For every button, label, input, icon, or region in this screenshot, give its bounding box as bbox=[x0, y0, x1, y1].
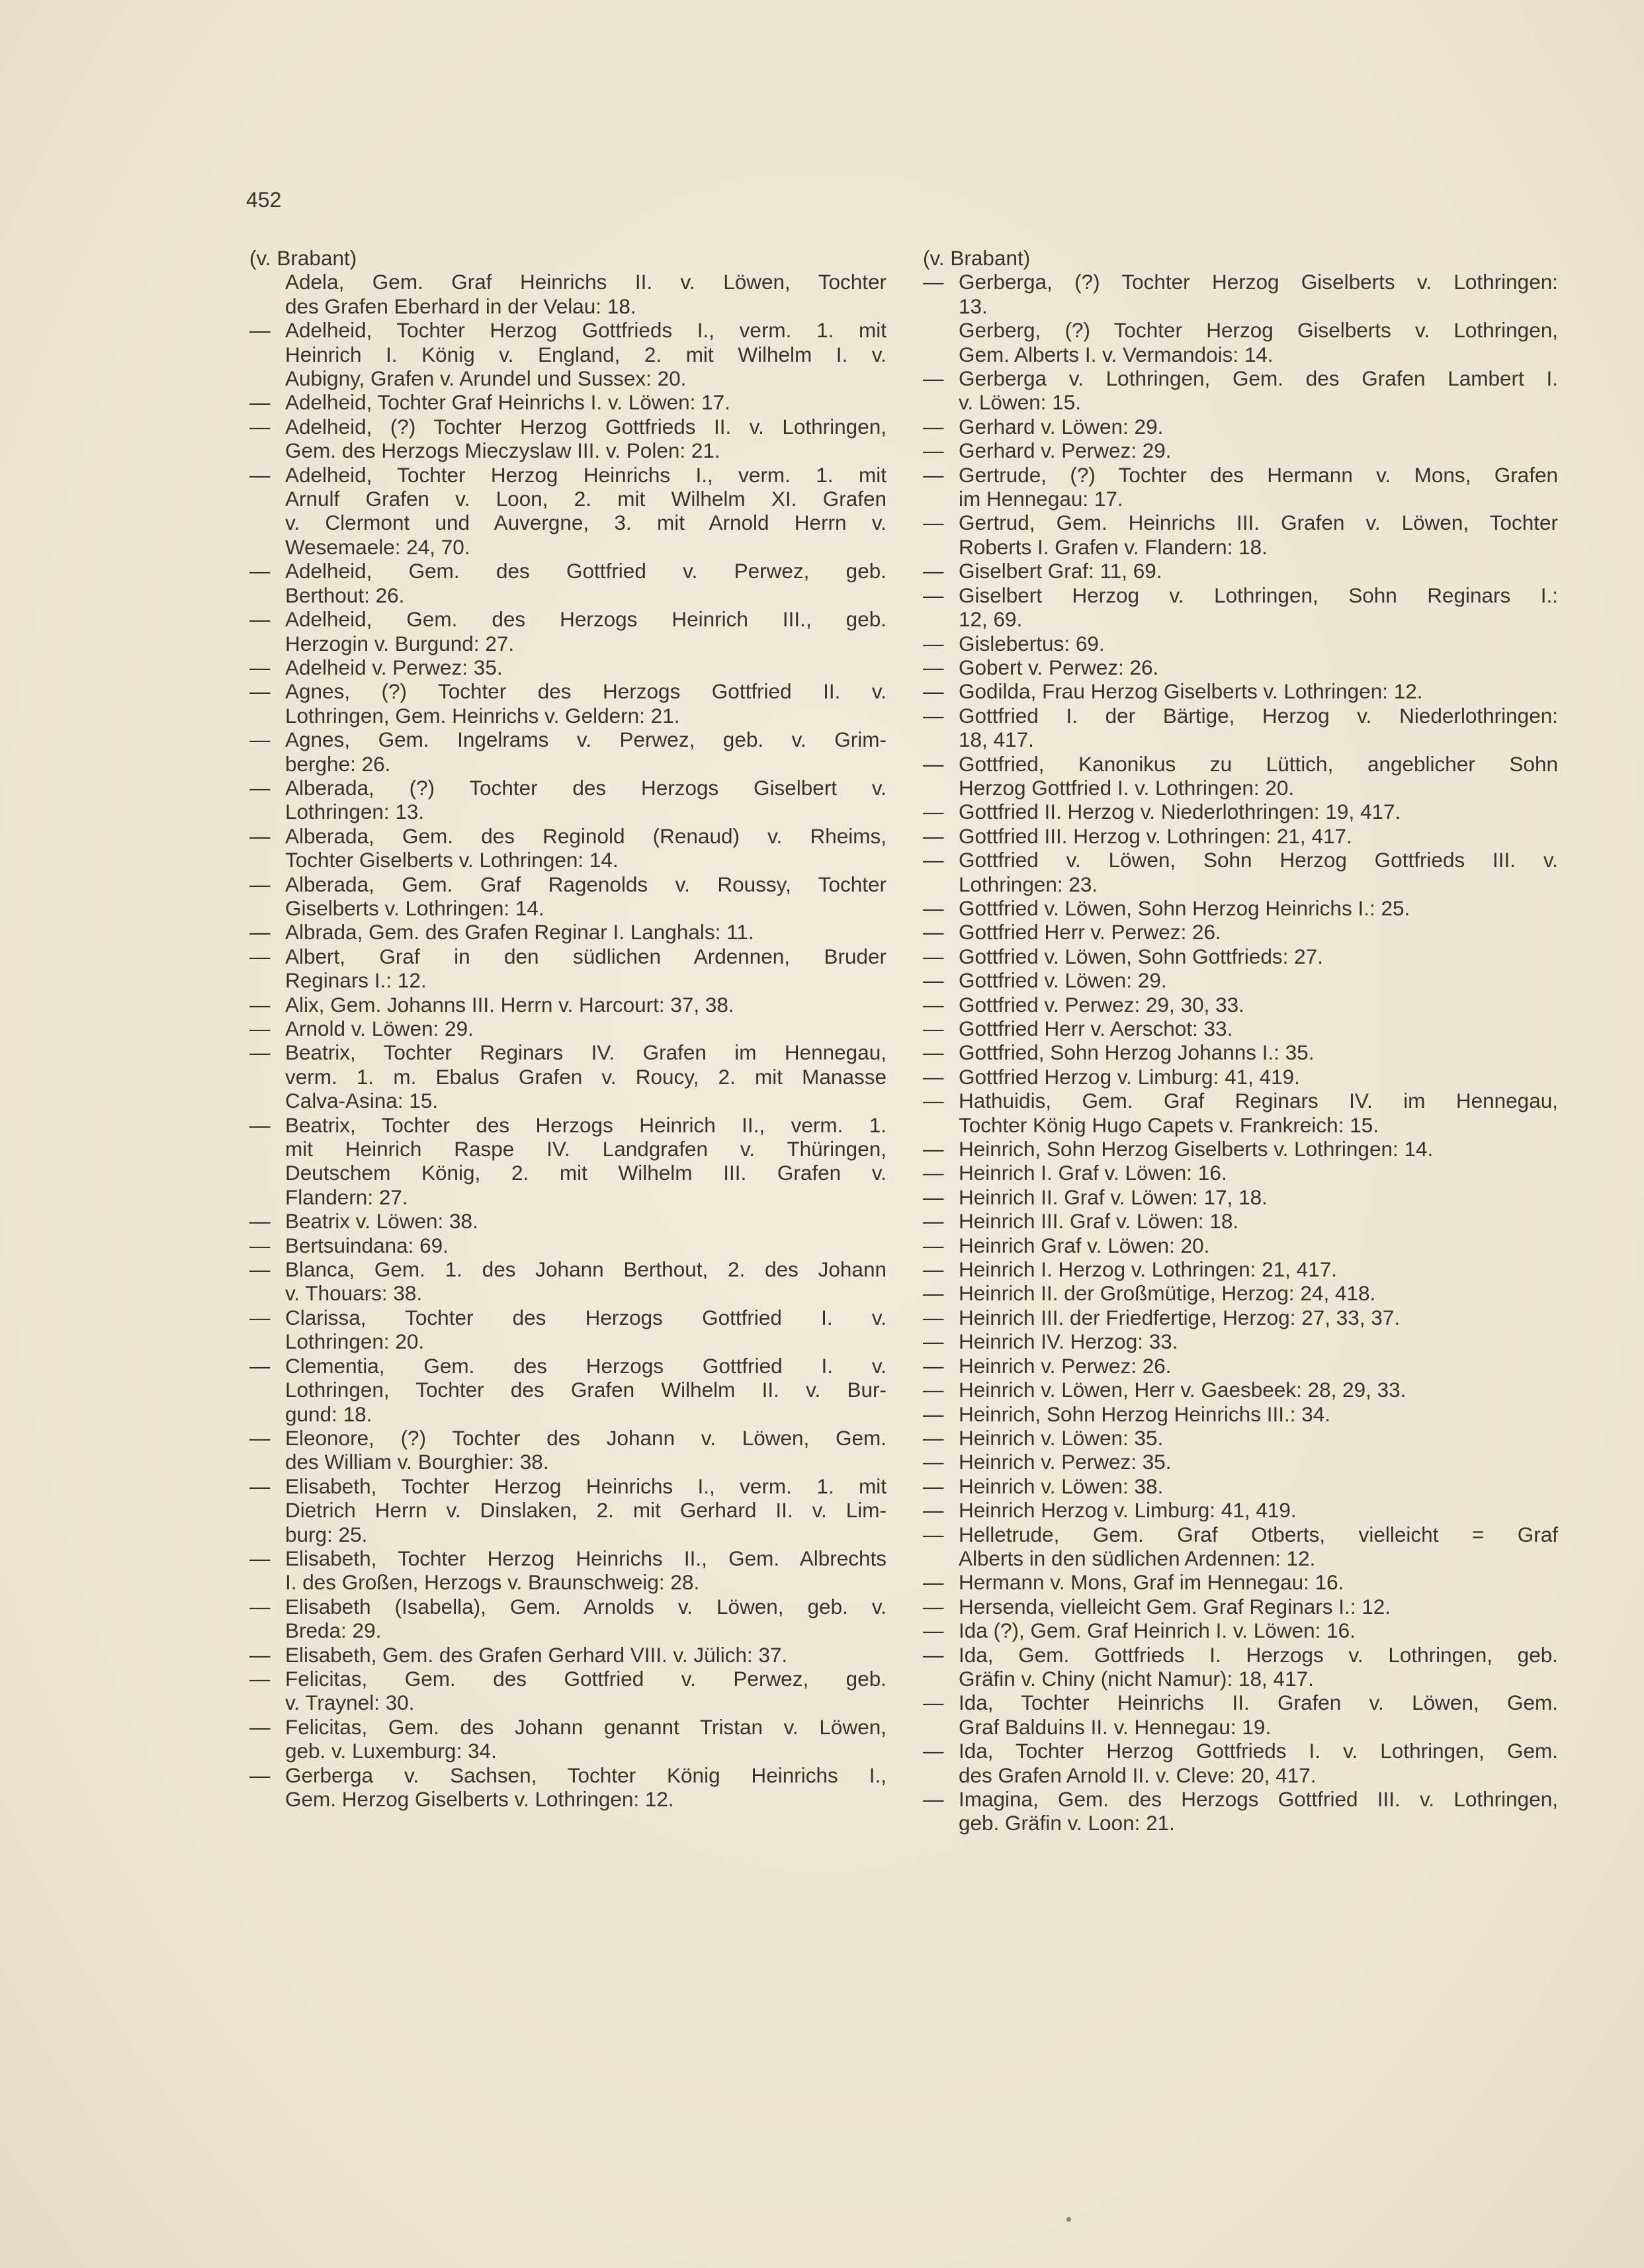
entry-line: Herzogin v. Burgund: 27. bbox=[285, 631, 515, 655]
entry-dash: — bbox=[923, 751, 944, 776]
entry-line: Imagina, Gem. des Herzogs Gottfried III. v. Lothringen, bbox=[959, 1787, 1558, 1811]
entry-line: Flandern: 27. bbox=[285, 1185, 408, 1209]
entry-line: Giselbert Herzog v. Lothringen, Sohn Reginars I.: bbox=[959, 583, 1558, 607]
entry-line: Adelheid, (?) Tochter Herzog Gottfrieds II. v. Lothringen, bbox=[285, 414, 887, 439]
entry-dash: — bbox=[249, 1353, 271, 1378]
entry-line: Beatrix, Tochter Reginars IV. Grafen im Hennegau, bbox=[285, 1040, 887, 1065]
index-entry bbox=[923, 1523, 1558, 1571]
entry-line: Heinrich v. Löwen: 38. bbox=[959, 1474, 1164, 1498]
index-entry bbox=[923, 1065, 1558, 1089]
index-entry bbox=[249, 1763, 887, 1812]
entry-line: Alberada, Gem. des Reginold (Renaud) v. Rheims, bbox=[285, 823, 887, 848]
entry-line: Adela, Gem. Graf Heinrichs II. v. Löwen, Tochter bbox=[285, 270, 887, 294]
index-entry bbox=[249, 993, 887, 1017]
entry-line: Heinrich I. Graf v. Löwen: 16. bbox=[959, 1161, 1227, 1185]
entry-line: Gem. Alberts I. v. Vermandois: 14. bbox=[959, 342, 1274, 366]
entry-line: Elisabeth, Gem. des Grafen Gerhard VIII. v. Jülich: 37. bbox=[285, 1642, 788, 1667]
entry-line: Ida, Tochter Herzog Gottfrieds I. v. Lothringen, Gem. bbox=[959, 1739, 1558, 1763]
entry-dash: — bbox=[923, 1353, 944, 1378]
index-entry bbox=[249, 415, 887, 463]
entry-dash: — bbox=[249, 1209, 271, 1234]
entry-dash: — bbox=[923, 511, 944, 535]
entry-line: Felicitas, Gem. des Johann genannt Tristan v. Löwen, bbox=[285, 1714, 887, 1739]
entry-dash: — bbox=[249, 992, 271, 1017]
entry-line: Gottfried, Sohn Herzog Johanns I.: 35. bbox=[959, 1040, 1315, 1065]
entry-line: Gerhard v. Löwen: 29. bbox=[959, 414, 1164, 439]
entry-line: Alix, Gem. Johanns III. Herrn v. Harcourt: 37, 38. bbox=[285, 992, 734, 1017]
entry-line: mit Heinrich Raspe IV. Landgrafen v. Thüringen, bbox=[285, 1137, 887, 1161]
entry-dash: — bbox=[923, 703, 944, 728]
index-entry bbox=[249, 679, 887, 728]
index-entry bbox=[249, 1643, 887, 1667]
entry-dash: — bbox=[923, 944, 944, 968]
index-entry bbox=[923, 583, 1558, 632]
index-entry bbox=[923, 1643, 1558, 1691]
column-heading: (v. Brabant) bbox=[923, 246, 1031, 270]
entry-line: Gottfried Herr v. Aerschot: 33. bbox=[959, 1017, 1233, 1040]
entry-line: Lothringen, Gem. Heinrichs v. Geldern: 21. bbox=[285, 703, 680, 728]
entry-line: Tochter Giselberts v. Lothringen: 14. bbox=[285, 848, 619, 872]
entry-line: Gottfried Herr v. Perwez: 26. bbox=[959, 920, 1221, 945]
entry-line: Heinrich I. Herzog v. Lothringen: 21, 417. bbox=[959, 1257, 1337, 1282]
index-entry bbox=[249, 945, 887, 993]
entry-line: Elisabeth (Isabella), Gem. Arnolds v. Löwen, geb. v. bbox=[285, 1594, 887, 1618]
entry-line: Alberada, Gem. Graf Ragenolds v. Roussy, Tochter bbox=[285, 872, 887, 896]
entry-line: Gottfried Herzog v. Limburg: 41, 419. bbox=[959, 1064, 1300, 1089]
entry-line: Gräfin v. Chiny (nicht Namur): 18, 417. bbox=[959, 1666, 1314, 1691]
entry-dash: — bbox=[923, 1474, 944, 1498]
entry-line: Heinrich I. König v. England, 2. mit Wilhelm I. v. bbox=[285, 342, 887, 366]
entry-line: Alberada, (?) Tochter des Herzogs Giselbert v. bbox=[285, 775, 887, 800]
entry-line: Elisabeth, Tochter Herzog Heinrichs II., Gem. Albrechts bbox=[285, 1546, 887, 1570]
entry-dash: — bbox=[249, 1666, 271, 1691]
entry-dash: — bbox=[923, 655, 944, 679]
index-entry bbox=[923, 968, 1558, 992]
entry-line: Heinrich v. Perwez: 35. bbox=[959, 1450, 1172, 1474]
entry-line: Gottfried v. Löwen, Sohn Gottfrieds: 27. bbox=[959, 944, 1323, 968]
index-entry bbox=[249, 1595, 887, 1643]
entry-dash: — bbox=[923, 366, 944, 391]
index-entry bbox=[249, 1209, 887, 1233]
entry-line: Hersenda, vielleicht Gem. Graf Reginars I.: 12. bbox=[959, 1594, 1391, 1618]
entry-dash: — bbox=[923, 1233, 944, 1257]
entry-dash: — bbox=[249, 414, 271, 439]
entry-dash: — bbox=[923, 1618, 944, 1643]
column-heading: (v. Brabant) bbox=[249, 246, 357, 270]
entry-line: Graf Balduins II. v. Hennegau: 19. bbox=[959, 1714, 1272, 1739]
entry-dash: — bbox=[923, 462, 944, 487]
entry-line: Ida, Tochter Heinrichs II. Grafen v. Löwen, Gem. bbox=[959, 1691, 1558, 1715]
entry-dash: — bbox=[249, 1257, 271, 1282]
entry-dash: — bbox=[249, 655, 271, 679]
index-entry bbox=[923, 1089, 1558, 1137]
index-entry bbox=[249, 1306, 887, 1354]
entry-line: Blanca, Gem. 1. des Johann Berthout, 2. des Johann bbox=[285, 1257, 887, 1282]
entry-line: Hermann v. Mons, Graf im Hennegau: 16. bbox=[959, 1570, 1344, 1595]
entry-dash: — bbox=[249, 920, 271, 945]
entry-dash: — bbox=[923, 583, 944, 607]
index-entry bbox=[249, 463, 887, 560]
entry-line: Clarissa, Tochter des Herzogs Gottfried I. v. bbox=[285, 1305, 887, 1329]
entry-line: Heinrich III. der Friedfertige, Herzog: 27, 33, 37. bbox=[959, 1305, 1401, 1329]
entry-line: Roberts I. Grafen v. Flandern: 18. bbox=[959, 534, 1268, 559]
entry-line: 18, 417. bbox=[959, 728, 1034, 752]
entry-line: Albrada, Gem. des Grafen Reginar I. Langhals: 11. bbox=[285, 920, 754, 945]
index-entry bbox=[923, 1402, 1558, 1426]
entry-dash: — bbox=[923, 1089, 944, 1113]
entry-line: Reginars I.: 12. bbox=[285, 968, 427, 993]
entry-dash: — bbox=[923, 1017, 944, 1040]
entry-dash: — bbox=[249, 1233, 271, 1257]
entry-dash: — bbox=[923, 631, 944, 655]
entry-line: Heinrich II. der Großmütige, Herzog: 24, 418. bbox=[959, 1281, 1376, 1306]
entry-line: Aubigny, Grafen v. Arundel und Sussex: 20. bbox=[285, 366, 687, 391]
entry-line: Arnulf Grafen v. Loon, 2. mit Wilhelm XI. Grafen bbox=[285, 487, 887, 511]
entry-line: Lothringen: 20. bbox=[285, 1329, 425, 1354]
index-entry bbox=[249, 1667, 887, 1715]
index-entry bbox=[923, 1595, 1558, 1618]
entry-line: Lothringen: 23. bbox=[959, 872, 1098, 896]
entry-line: Gem. des Herzogs Mieczyslaw III. v. Polen: 21. bbox=[285, 439, 720, 463]
entry-line: des Grafen Arnold II. v. Cleve: 20, 417. bbox=[959, 1763, 1317, 1787]
entry-dash: — bbox=[923, 1040, 944, 1065]
entry-dash: — bbox=[923, 1137, 944, 1161]
index-entry bbox=[249, 824, 887, 872]
entry-line: Lothringen: 13. bbox=[285, 800, 425, 824]
entry-line: Gottfried III. Herzog v. Lothringen: 21, 417. bbox=[959, 823, 1352, 848]
entry-line: des William v. Bourghier: 38. bbox=[285, 1450, 549, 1474]
entry-line: gund: 18. bbox=[285, 1402, 372, 1426]
entry-dash: — bbox=[249, 872, 271, 896]
entry-dash: — bbox=[249, 728, 271, 752]
entry-line: Heinrich Herzog v. Limburg: 41, 419. bbox=[959, 1498, 1297, 1523]
index-entry bbox=[923, 1498, 1558, 1522]
entry-dash: — bbox=[249, 944, 271, 968]
entry-dash: — bbox=[923, 920, 944, 945]
entry-line: Arnold v. Löwen: 29. bbox=[285, 1017, 474, 1040]
entry-line: Agnes, Gem. Ingelrams v. Perwez, geb. v. Grim- bbox=[285, 728, 887, 752]
index-entry bbox=[923, 824, 1558, 848]
entry-line: Heinrich II. Graf v. Löwen: 17, 18. bbox=[959, 1185, 1268, 1209]
entry-line: berghe: 26. bbox=[285, 751, 391, 776]
entry-dash: — bbox=[249, 823, 271, 848]
entry-line: Heinrich Graf v. Löwen: 20. bbox=[959, 1233, 1210, 1257]
entry-line: Wesemaele: 24, 70. bbox=[285, 534, 470, 559]
entry-line: Felicitas, Gem. des Gottfried v. Perwez, geb. bbox=[285, 1666, 887, 1691]
entry-line: Gertrude, (?) Tochter des Hermann v. Mons, Grafen bbox=[959, 462, 1558, 487]
entry-line: geb. v. Luxemburg: 34. bbox=[285, 1739, 497, 1763]
entry-line: Heinrich v. Löwen, Herr v. Gaesbeek: 28, 29, 33. bbox=[959, 1378, 1406, 1402]
index-entry bbox=[923, 559, 1558, 583]
index-entry bbox=[249, 1546, 887, 1595]
entry-line: Hathuidis, Gem. Graf Reginars IV. im Hennegau, bbox=[959, 1089, 1558, 1113]
index-entry bbox=[923, 366, 1558, 415]
entry-dash: — bbox=[249, 1305, 271, 1329]
index-entry bbox=[923, 1137, 1558, 1161]
entry-line: Bertsuindana: 69. bbox=[285, 1233, 449, 1257]
entry-line: Gottfried v. Löwen, Sohn Herzog Heinrichs I.: 25. bbox=[959, 896, 1410, 920]
entry-line: v. Clermont und Auvergne, 3. mit Arnold Herrn v. bbox=[285, 511, 887, 535]
entry-line: Godilda, Frau Herzog Giselberts v. Lothringen: 12. bbox=[959, 679, 1423, 704]
entry-line: Gottfried v. Perwez: 29, 30, 33. bbox=[959, 992, 1244, 1017]
page-number: 452 bbox=[246, 188, 282, 212]
index-entry bbox=[923, 439, 1558, 462]
entry-dash: — bbox=[249, 1594, 271, 1618]
index-entry bbox=[923, 1739, 1558, 1787]
entry-line: I. des Großen, Herzogs v. Braunschweig: 28. bbox=[285, 1570, 700, 1595]
index-entry bbox=[923, 1354, 1558, 1378]
entry-dash: — bbox=[923, 1691, 944, 1715]
entry-line: des Grafen Eberhard in der Velau: 18. bbox=[285, 294, 636, 318]
entry-dash: — bbox=[923, 1594, 944, 1618]
entry-dash: — bbox=[923, 848, 944, 872]
entry-line: Berthout: 26. bbox=[285, 583, 405, 607]
entry-dash: — bbox=[923, 1209, 944, 1234]
entry-line: Gerberga v. Sachsen, Tochter König Heinrichs I., bbox=[285, 1763, 887, 1787]
entry-line: Tochter König Hugo Capets v. Frankreich: 15. bbox=[959, 1113, 1379, 1137]
entry-line: Gerberga, (?) Tochter Herzog Giselberts v. Lothringen: bbox=[959, 270, 1558, 294]
entry-line: im Hennegau: 17. bbox=[959, 487, 1123, 511]
entry-line: Gislebertus: 69. bbox=[959, 631, 1105, 655]
index-entry bbox=[923, 511, 1558, 559]
index-entry bbox=[249, 318, 887, 390]
entry-line: v. Thouars: 38. bbox=[285, 1281, 423, 1306]
entry-dash: — bbox=[923, 439, 944, 463]
index-entry bbox=[923, 1329, 1558, 1353]
index-entry bbox=[923, 752, 1558, 800]
index-entry bbox=[923, 1570, 1558, 1594]
index-entry bbox=[923, 1209, 1558, 1233]
entry-dash: — bbox=[249, 1040, 271, 1065]
entry-dash: — bbox=[923, 1064, 944, 1089]
entry-dash: — bbox=[923, 823, 944, 848]
index-entry bbox=[249, 1354, 887, 1426]
entry-dash: — bbox=[923, 992, 944, 1017]
index-entry bbox=[923, 1306, 1558, 1329]
entry-dash: — bbox=[249, 1642, 271, 1667]
entry-dash: — bbox=[923, 1570, 944, 1595]
index-column-left bbox=[249, 246, 887, 1811]
index-entry bbox=[923, 270, 1558, 318]
entry-line: verm. 1. m. Ebalus Grafen v. Roucy, 2. mit Manasse bbox=[285, 1064, 887, 1089]
entry-dash: — bbox=[249, 1113, 271, 1137]
entry-line: Giselbert Graf: 11, 69. bbox=[959, 559, 1162, 583]
entry-line: Gerberg, (?) Tochter Herzog Giselberts v. Lothringen, bbox=[959, 318, 1558, 343]
index-entry bbox=[249, 1426, 887, 1474]
index-entry bbox=[923, 1450, 1558, 1474]
entry-dash: — bbox=[249, 1425, 271, 1450]
entry-line: Ida (?), Gem. Graf Heinrich I. v. Löwen: 16. bbox=[959, 1618, 1356, 1643]
index-entry bbox=[923, 318, 1558, 366]
entry-line: Gottfried, Kanonikus zu Lüttich, angeblicher Sohn bbox=[959, 751, 1558, 776]
entry-line: Heinrich III. Graf v. Löwen: 18. bbox=[959, 1209, 1239, 1234]
entry-line: Gerhard v. Perwez: 29. bbox=[959, 439, 1172, 463]
index-entry bbox=[923, 632, 1558, 655]
index-entry bbox=[923, 896, 1558, 920]
entry-dash: — bbox=[249, 775, 271, 800]
entry-line: burg: 25. bbox=[285, 1522, 368, 1546]
index-entry bbox=[923, 1691, 1558, 1739]
index-entry bbox=[249, 920, 887, 944]
index-entry bbox=[249, 728, 887, 776]
entry-dash: — bbox=[249, 679, 271, 704]
index-entry bbox=[923, 1161, 1558, 1185]
entry-dash: — bbox=[249, 462, 271, 487]
entry-line: Heinrich IV. Herzog: 33. bbox=[959, 1329, 1178, 1354]
index-entry bbox=[923, 1234, 1558, 1257]
index-entry bbox=[923, 1040, 1558, 1064]
entry-line: Lothringen, Tochter des Grafen Wilhelm II. v. Bur- bbox=[285, 1378, 887, 1402]
entry-line: v. Traynel: 30. bbox=[285, 1691, 415, 1715]
entry-dash: — bbox=[923, 679, 944, 704]
entry-line: geb. Gräfin v. Loon: 21. bbox=[959, 1811, 1175, 1835]
index-entry bbox=[249, 270, 887, 318]
entry-line: Adelheid, Gem. des Gottfried v. Perwez, geb. bbox=[285, 559, 887, 583]
entry-line: Gottfried v. Löwen: 29. bbox=[959, 968, 1167, 993]
entry-dash: — bbox=[923, 414, 944, 439]
entry-line: Heinrich, Sohn Herzog Giselberts v. Lothringen: 14. bbox=[959, 1137, 1434, 1161]
entry-dash: — bbox=[923, 1329, 944, 1354]
entry-line: Gobert v. Perwez: 26. bbox=[959, 655, 1159, 679]
index-entry bbox=[249, 1234, 887, 1257]
entry-dash: — bbox=[923, 1305, 944, 1329]
index-entry bbox=[923, 848, 1558, 896]
index-entry bbox=[923, 463, 1558, 511]
entry-line: Heinrich v. Perwez: 26. bbox=[959, 1353, 1172, 1378]
entry-dash: — bbox=[923, 270, 944, 294]
entry-line: Eleonore, (?) Tochter des Johann v. Löwen, Gem. bbox=[285, 1425, 887, 1450]
entry-line: Ida, Gem. Gottfrieds I. Herzogs v. Lothringen, geb. bbox=[959, 1642, 1558, 1667]
index-entry bbox=[923, 1378, 1558, 1402]
index-entry bbox=[249, 1017, 887, 1040]
index-entry bbox=[249, 872, 887, 921]
index-entry bbox=[249, 655, 887, 679]
index-entry bbox=[923, 1281, 1558, 1305]
entry-line: Heinrich, Sohn Herzog Heinrichs III.: 34. bbox=[959, 1402, 1331, 1426]
entry-line: Alberts in den südlichen Ardennen: 12. bbox=[959, 1546, 1316, 1570]
index-entry bbox=[923, 1618, 1558, 1642]
entry-line: Gottfried II. Herzog v. Niederlothringen: 19, 417. bbox=[959, 800, 1401, 824]
entry-dash: — bbox=[923, 1739, 944, 1763]
index-entry bbox=[249, 776, 887, 824]
index-entry bbox=[249, 607, 887, 655]
entry-line: Adelheid, Gem. des Herzogs Heinrich III., geb. bbox=[285, 607, 887, 632]
entry-line: Deutschem König, 2. mit Wilhelm III. Grafen v. bbox=[285, 1161, 887, 1185]
entry-dash: — bbox=[249, 390, 271, 415]
entry-dash: — bbox=[923, 1257, 944, 1282]
entry-dash: — bbox=[923, 1425, 944, 1450]
entry-dash: — bbox=[923, 1498, 944, 1523]
index-entry bbox=[923, 679, 1558, 703]
index-entry bbox=[923, 945, 1558, 968]
entry-line: Beatrix v. Löwen: 38. bbox=[285, 1209, 478, 1234]
entry-line: 13. bbox=[959, 294, 988, 318]
index-entry bbox=[249, 1474, 887, 1546]
index-entry bbox=[249, 1113, 887, 1210]
index-entry bbox=[923, 704, 1558, 752]
index-entry bbox=[923, 1017, 1558, 1040]
entry-line: Gerberga v. Lothringen, Gem. des Grafen Lambert I. bbox=[959, 366, 1558, 391]
index-entry bbox=[249, 559, 887, 607]
index-entry bbox=[249, 1040, 887, 1113]
entry-line: Dietrich Herrn v. Dinslaken, 2. mit Gerhard II. v. Lim- bbox=[285, 1498, 887, 1523]
index-entry bbox=[923, 800, 1558, 823]
entry-dash: — bbox=[923, 1642, 944, 1667]
entry-dash: — bbox=[923, 1450, 944, 1474]
index-entry bbox=[249, 1257, 887, 1306]
index-entry bbox=[249, 390, 887, 414]
entry-dash: — bbox=[249, 1017, 271, 1040]
entry-line: Helletrude, Gem. Graf Otberts, vielleicht = Graf bbox=[959, 1522, 1558, 1546]
entry-line: Beatrix, Tochter des Herzogs Heinrich II., verm. 1. bbox=[285, 1113, 887, 1137]
entry-line: Calva-Asina: 15. bbox=[285, 1089, 439, 1113]
entry-dash: — bbox=[923, 1185, 944, 1209]
index-entry bbox=[923, 920, 1558, 944]
entry-dash: — bbox=[923, 1281, 944, 1306]
index-entry bbox=[923, 993, 1558, 1017]
entry-line: Gottfried I. der Bärtige, Herzog v. Niederlothringen: bbox=[959, 703, 1558, 728]
entry-dash: — bbox=[249, 318, 271, 343]
entry-line: Adelheid v. Perwez: 35. bbox=[285, 655, 503, 679]
entry-line: Gertrud, Gem. Heinrichs III. Grafen v. Löwen, Tochter bbox=[959, 511, 1558, 535]
entry-line: 12, 69. bbox=[959, 607, 1023, 632]
entry-dash: — bbox=[923, 896, 944, 920]
index-column-right bbox=[923, 246, 1558, 1835]
entry-line: Adelheid, Tochter Graf Heinrichs I. v. Löwen: 17. bbox=[285, 390, 730, 415]
entry-line: Herzog Gottfried I. v. Lothringen: 20. bbox=[959, 775, 1295, 800]
entry-dash: — bbox=[923, 1378, 944, 1402]
entry-dash: — bbox=[249, 1763, 271, 1787]
entry-dash: — bbox=[923, 800, 944, 824]
entry-line: Adelheid, Tochter Herzog Gottfrieds I., verm. 1. mit bbox=[285, 318, 887, 343]
entry-dash: — bbox=[923, 1402, 944, 1426]
entry-dash: — bbox=[923, 968, 944, 993]
index-entry bbox=[923, 1474, 1558, 1498]
index-entry bbox=[923, 1426, 1558, 1450]
entry-dash: — bbox=[923, 559, 944, 583]
index-entry bbox=[249, 1715, 887, 1763]
index-entry bbox=[923, 1257, 1558, 1281]
entry-dash: — bbox=[249, 1474, 271, 1498]
entry-line: Breda: 29. bbox=[285, 1618, 382, 1643]
index-entry bbox=[923, 1185, 1558, 1209]
entry-line: Gem. Herzog Giselberts v. Lothringen: 12. bbox=[285, 1787, 674, 1811]
entry-dash: — bbox=[249, 607, 271, 632]
entry-line: Albert, Graf in den südlichen Ardennen, Bruder bbox=[285, 944, 887, 968]
entry-dash: — bbox=[249, 1546, 271, 1570]
index-entry bbox=[923, 1787, 1558, 1835]
entry-line: Elisabeth, Tochter Herzog Heinrichs I., verm. 1. mit bbox=[285, 1474, 887, 1498]
entry-line: Adelheid, Tochter Herzog Heinrichs I., verm. 1. mit bbox=[285, 462, 887, 487]
entry-line: v. Löwen: 15. bbox=[959, 390, 1082, 415]
entry-line: Gottfried v. Löwen, Sohn Herzog Gottfrieds III. v. bbox=[959, 848, 1558, 872]
entry-dash: — bbox=[923, 1522, 944, 1546]
entry-dash: — bbox=[249, 559, 271, 583]
paper-speck bbox=[1066, 2217, 1071, 2222]
entry-line: Giselberts v. Lothringen: 14. bbox=[285, 896, 544, 920]
entry-dash: — bbox=[923, 1161, 944, 1185]
entry-dash: — bbox=[923, 1787, 944, 1811]
entry-line: Heinrich v. Löwen: 35. bbox=[959, 1425, 1164, 1450]
entry-line: Clementia, Gem. des Herzogs Gottfried I. v. bbox=[285, 1353, 887, 1378]
index-entry bbox=[923, 655, 1558, 679]
index-entry bbox=[923, 415, 1558, 439]
entry-dash: — bbox=[249, 1714, 271, 1739]
entry-line: Agnes, (?) Tochter des Herzogs Gottfried II. v. bbox=[285, 679, 887, 704]
